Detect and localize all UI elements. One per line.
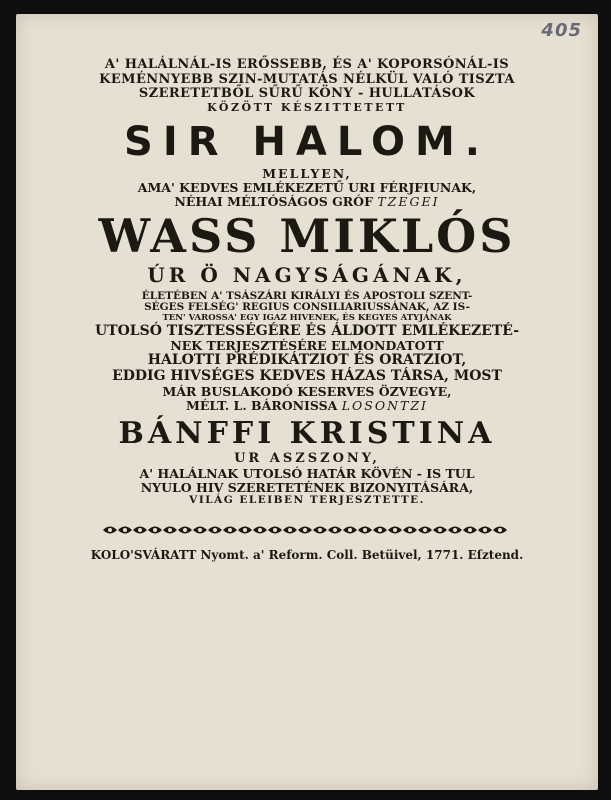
dedication-line-2-italic: TZEGEI bbox=[377, 193, 440, 209]
catalog-number: 405 bbox=[541, 20, 582, 41]
ornament-dot bbox=[393, 528, 397, 532]
author-name: BÁNFFI KRISTINA bbox=[118, 415, 496, 451]
ornament-dot bbox=[348, 528, 352, 532]
ornament-dot bbox=[258, 528, 262, 532]
intro-line-4: KÖZÖTT KÉSZITTETETT bbox=[207, 100, 407, 114]
main-title: SIR HALOM. bbox=[124, 118, 490, 165]
ornament-dot bbox=[303, 528, 307, 532]
ornament-dot bbox=[123, 528, 127, 532]
ornament-dot bbox=[243, 528, 247, 532]
ornament-dot bbox=[453, 528, 457, 532]
ornament-dot bbox=[108, 528, 112, 532]
author-title: UR ASZSZONY, bbox=[234, 451, 380, 467]
body-line-9-italic: LOSONTZI bbox=[341, 397, 428, 413]
subtitle-line: MELLYEN, bbox=[262, 165, 352, 181]
ornament-dot bbox=[438, 528, 442, 532]
ornament-dot bbox=[483, 528, 487, 532]
body-line-8: MÁR BUSLAKODÓ KESERVES ÖZVEGYE, bbox=[162, 383, 452, 399]
ornament-dot bbox=[318, 528, 322, 532]
body-line-2: SÉGES FELSÉG' REGIUS CONSILIARIUSSÁNAK, AZ IS- bbox=[144, 301, 470, 314]
closing-line-3: VILÁG ELEIBEN TERJESZTETTE. bbox=[189, 493, 425, 506]
ornament-dot bbox=[378, 528, 382, 532]
body-line-1: ÉLETÉBEN A' TSÁSZÁRI KIRÁLYI ÉS APOSTOLI SZENT- bbox=[141, 289, 473, 302]
ornament-dot bbox=[423, 528, 427, 532]
dedication-line-1: AMA' KEDVES EMLÉKEZETŰ URI FÉRJFIUNAK, bbox=[137, 179, 477, 195]
intro-line-2: KEMÉNNYEBB SZIN-MUTATÁS NÉLKÜL VALÓ TISZTA bbox=[99, 71, 515, 87]
ornament-dot bbox=[363, 528, 367, 532]
ornament-dot bbox=[273, 528, 277, 532]
body-line-5: NEK TERJESZTÉSÉRE ELMONDATOTT bbox=[170, 338, 444, 354]
honoree-title: ÚR Ö NAGYSÁGÁNAK, bbox=[147, 263, 467, 288]
ornament-dot bbox=[183, 528, 187, 532]
title-page-text bbox=[16, 58, 598, 562]
ornament-dot bbox=[153, 528, 157, 532]
intro-line-3: SZERETETBŐL SŰRŰ KÖNY - HULLATÁSOK bbox=[138, 86, 476, 102]
title-page bbox=[16, 14, 598, 790]
ornament-dot bbox=[408, 528, 412, 532]
body-line-3: TEN' VAROSSA' EGY IGAZ HIVENEK, ÉS KEGYES ATYJÁNAK bbox=[162, 313, 452, 324]
ornament-dot bbox=[138, 528, 142, 532]
dedication-line-2: NÉHAI MÉLTÓSÁGOS GRÓF TZEGEI bbox=[174, 193, 440, 209]
ornamental-border bbox=[102, 523, 512, 537]
ornament-dot bbox=[333, 528, 337, 532]
ornament-dot bbox=[228, 528, 232, 532]
ornament-dot bbox=[468, 528, 472, 532]
closing-line-2: NYULO HIV SZERETETÉNEK BIZONYITÁSÁRA, bbox=[140, 479, 474, 495]
closing-line-1: A' HALÁLNAK UTOLSÓ HATÁR KÖVÉN - IS TUL bbox=[139, 465, 475, 481]
ornament-dot bbox=[288, 528, 292, 532]
body-line-4: UTOLSÓ TISZTESSÉGÉRE ÉS ÁLDOTT EMLÉKEZETÉ- bbox=[94, 322, 520, 339]
ornament-dot bbox=[213, 528, 217, 532]
body-line-9: MÉLT. L. BÁRONISSA LOSONTZI bbox=[186, 397, 428, 413]
ornament-dot bbox=[198, 528, 202, 532]
ornament-dot bbox=[498, 528, 502, 532]
body-line-7: EDDIG HIVSÉGES KEDVES HÁZAS TÁRSA, MOST bbox=[112, 368, 502, 385]
honoree-name: WASS MIKLÓS bbox=[98, 208, 516, 263]
ornament-dot bbox=[168, 528, 172, 532]
imprint: KOLO'SVÁRATT Nyomt. a' Reform. Coll. Betüivel, 1771. Eſztend. bbox=[90, 547, 524, 562]
body-line-6: HALOTTI PRÉDIKÁTZIOT ÉS ORATZIOT, bbox=[147, 352, 467, 369]
intro-line-1: A' HALÁLNÁL-IS ERŐSSEBB, ÉS A' KOPORSÓNÁL-IS bbox=[104, 57, 510, 72]
